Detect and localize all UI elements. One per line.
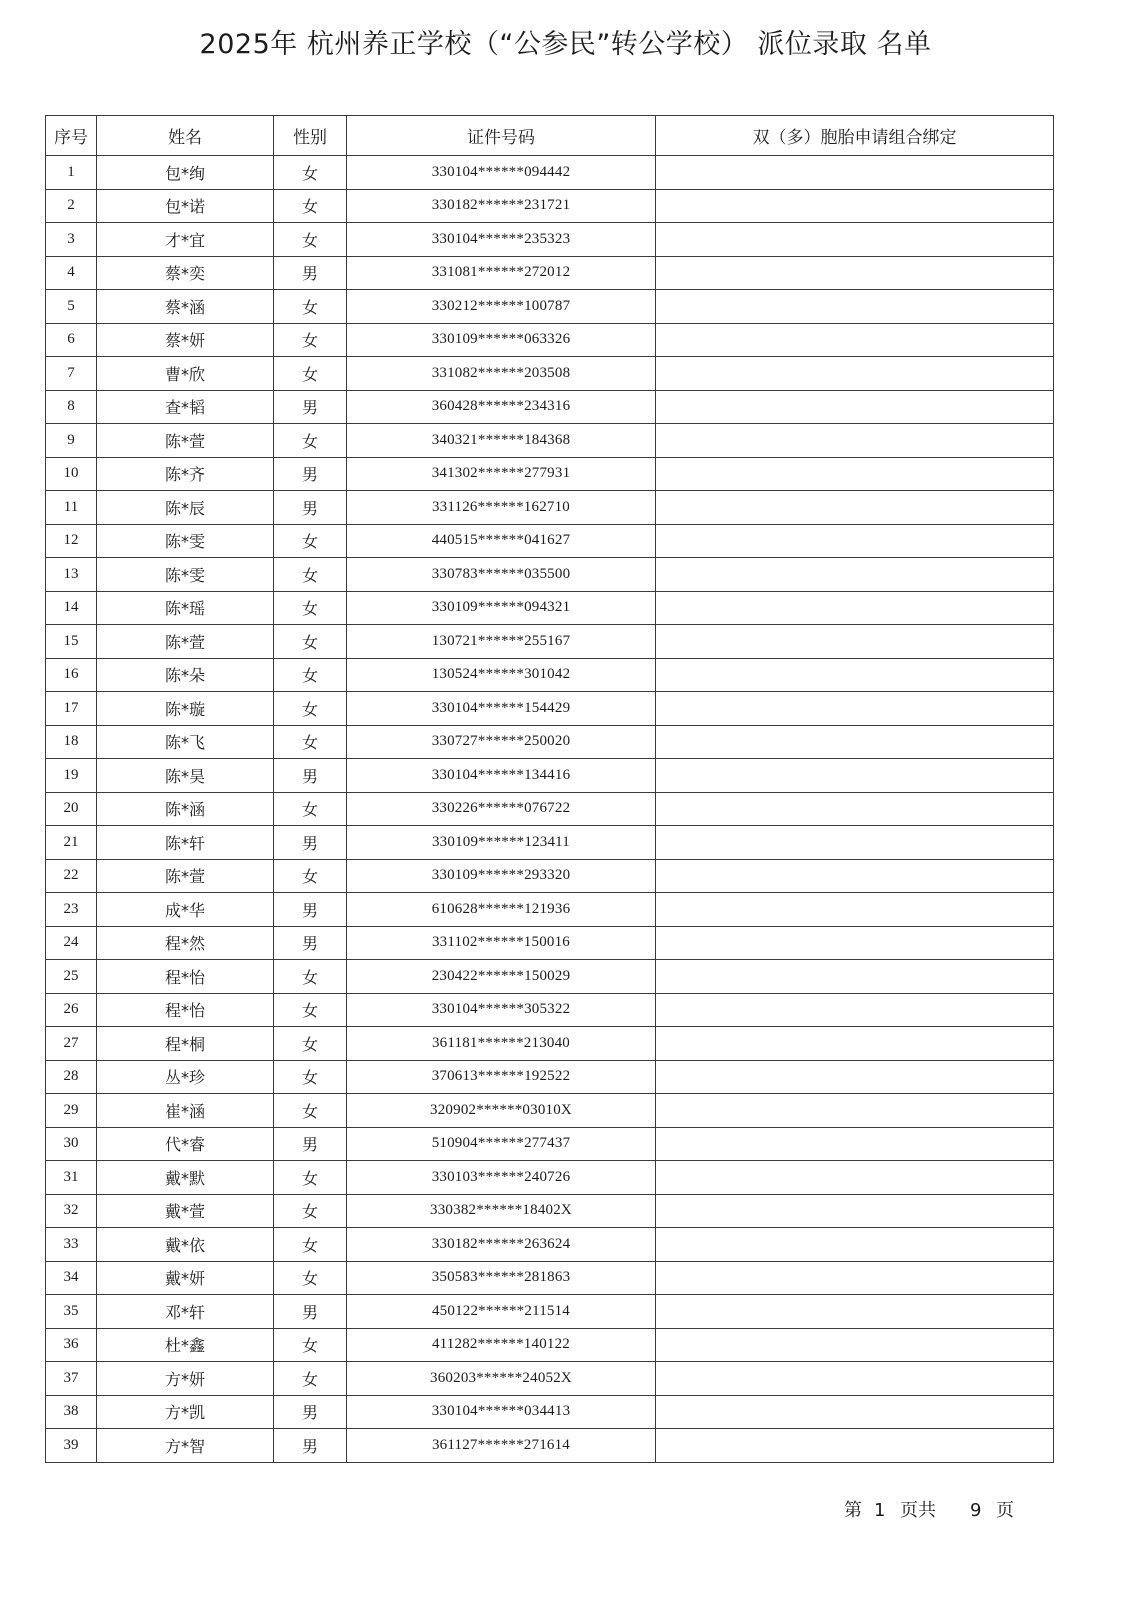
table-row <box>46 625 1054 659</box>
cell-gender: 女 <box>274 323 347 357</box>
cell-name: 蔡*奕 <box>97 256 274 290</box>
cell-twin-binding <box>656 1027 1054 1061</box>
cell-gender: 女 <box>274 1060 347 1094</box>
cell-id-number: 360203******24052X <box>347 1362 656 1396</box>
cell-name: 蔡*妍 <box>97 323 274 357</box>
cell-id-number: 330104******034413 <box>347 1395 656 1429</box>
cell-twin-binding <box>656 591 1054 625</box>
cell-twin-binding <box>656 1261 1054 1295</box>
cell-id-number: 330109******094321 <box>347 591 656 625</box>
cell-name: 陈*涵 <box>97 792 274 826</box>
cell-serial-number: 28 <box>46 1060 97 1094</box>
cell-id-number: 330109******063326 <box>347 323 656 357</box>
cell-name: 陈*萱 <box>97 424 274 458</box>
cell-serial-number: 18 <box>46 725 97 759</box>
cell-serial-number: 15 <box>46 625 97 659</box>
cell-twin-binding <box>656 1228 1054 1262</box>
cell-name: 蔡*涵 <box>97 290 274 324</box>
cell-name: 方*妍 <box>97 1362 274 1396</box>
cell-serial-number: 20 <box>46 792 97 826</box>
cell-name: 陈*萱 <box>97 859 274 893</box>
cell-id-number: 320902******03010X <box>347 1094 656 1128</box>
cell-twin-binding <box>656 792 1054 826</box>
cell-name: 戴*萱 <box>97 1194 274 1228</box>
footer-suffix: 页 <box>996 1500 1014 1521</box>
cell-twin-binding <box>656 993 1054 1027</box>
cell-name: 程*然 <box>97 926 274 960</box>
table-row <box>46 457 1054 491</box>
cell-id-number: 331081******272012 <box>347 256 656 290</box>
table-row <box>46 960 1054 994</box>
cell-name: 杜*鑫 <box>97 1328 274 1362</box>
cell-serial-number: 2 <box>46 189 97 223</box>
cell-gender: 女 <box>274 1228 347 1262</box>
cell-twin-binding <box>656 1094 1054 1128</box>
table-row <box>46 658 1054 692</box>
table-row <box>46 692 1054 726</box>
cell-id-number: 330226******076722 <box>347 792 656 826</box>
cell-twin-binding <box>656 457 1054 491</box>
header-id-number: 证件号码 <box>347 116 656 156</box>
footer-mid: 页共 <box>900 1500 936 1521</box>
cell-twin-binding <box>656 1295 1054 1329</box>
cell-twin-binding <box>656 390 1054 424</box>
cell-gender: 女 <box>274 1328 347 1362</box>
cell-serial-number: 35 <box>46 1295 97 1329</box>
footer-prefix: 第 <box>844 1500 862 1521</box>
cell-twin-binding <box>656 826 1054 860</box>
table-row <box>46 390 1054 424</box>
cell-gender: 男 <box>274 1429 347 1463</box>
cell-name: 戴*妍 <box>97 1261 274 1295</box>
table-row <box>46 1094 1054 1128</box>
cell-serial-number: 11 <box>46 491 97 525</box>
table-row <box>46 1161 1054 1195</box>
cell-gender: 男 <box>274 893 347 927</box>
cell-id-number: 331126******162710 <box>347 491 656 525</box>
admission-table <box>45 115 1054 1463</box>
cell-id-number: 340321******184368 <box>347 424 656 458</box>
cell-twin-binding <box>656 323 1054 357</box>
cell-name: 包*绚 <box>97 156 274 190</box>
cell-id-number: 411282******140122 <box>347 1328 656 1362</box>
table-row <box>46 491 1054 525</box>
cell-name: 陈*瑶 <box>97 591 274 625</box>
cell-gender: 男 <box>274 926 347 960</box>
table-row <box>46 1060 1054 1094</box>
cell-serial-number: 9 <box>46 424 97 458</box>
cell-serial-number: 23 <box>46 893 97 927</box>
cell-serial-number: 3 <box>46 223 97 257</box>
table-row <box>46 826 1054 860</box>
cell-gender: 女 <box>274 960 347 994</box>
table-row <box>46 290 1054 324</box>
cell-gender: 女 <box>274 859 347 893</box>
cell-serial-number: 25 <box>46 960 97 994</box>
table-row <box>46 1429 1054 1463</box>
cell-gender: 女 <box>274 591 347 625</box>
header-gender: 性别 <box>274 116 347 156</box>
cell-serial-number: 16 <box>46 658 97 692</box>
cell-name: 程*怡 <box>97 960 274 994</box>
cell-name: 陈*飞 <box>97 725 274 759</box>
cell-id-number: 330182******263624 <box>347 1228 656 1262</box>
cell-name: 陈*雯 <box>97 558 274 592</box>
cell-id-number: 331102******150016 <box>347 926 656 960</box>
cell-twin-binding <box>656 491 1054 525</box>
table-row <box>46 725 1054 759</box>
cell-twin-binding <box>656 524 1054 558</box>
table-row <box>46 759 1054 793</box>
cell-gender: 女 <box>274 1194 347 1228</box>
cell-twin-binding <box>656 424 1054 458</box>
cell-gender: 女 <box>274 524 347 558</box>
cell-twin-binding <box>656 625 1054 659</box>
table-row <box>46 524 1054 558</box>
cell-gender: 女 <box>274 625 347 659</box>
header-twin-binding: 双（多）胞胎申请组合绑定 <box>656 116 1054 156</box>
cell-id-number: 330212******100787 <box>347 290 656 324</box>
table-row <box>46 1295 1054 1329</box>
table-row <box>46 256 1054 290</box>
cell-name: 戴*依 <box>97 1228 274 1262</box>
cell-serial-number: 4 <box>46 256 97 290</box>
cell-gender: 女 <box>274 424 347 458</box>
cell-gender: 女 <box>274 223 347 257</box>
cell-id-number: 610628******121936 <box>347 893 656 927</box>
cell-name: 程*桐 <box>97 1027 274 1061</box>
cell-twin-binding <box>656 290 1054 324</box>
cell-gender: 男 <box>274 1295 347 1329</box>
cell-id-number: 360428******234316 <box>347 390 656 424</box>
cell-serial-number: 22 <box>46 859 97 893</box>
cell-gender: 女 <box>274 792 347 826</box>
cell-serial-number: 12 <box>46 524 97 558</box>
table-row <box>46 1027 1054 1061</box>
cell-name: 陈*轩 <box>97 826 274 860</box>
cell-name: 戴*默 <box>97 1161 274 1195</box>
cell-serial-number: 29 <box>46 1094 97 1128</box>
table-header <box>46 116 1054 156</box>
cell-serial-number: 1 <box>46 156 97 190</box>
cell-id-number: 330104******235323 <box>347 223 656 257</box>
table-row <box>46 323 1054 357</box>
cell-twin-binding <box>656 1362 1054 1396</box>
cell-gender: 女 <box>274 1362 347 1396</box>
cell-serial-number: 27 <box>46 1027 97 1061</box>
table-row <box>46 189 1054 223</box>
cell-serial-number: 24 <box>46 926 97 960</box>
cell-name: 陈*朵 <box>97 658 274 692</box>
cell-gender: 男 <box>274 826 347 860</box>
cell-gender: 男 <box>274 1395 347 1429</box>
cell-id-number: 350583******281863 <box>347 1261 656 1295</box>
cell-twin-binding <box>656 1161 1054 1195</box>
cell-name: 陈*雯 <box>97 524 274 558</box>
cell-serial-number: 31 <box>46 1161 97 1195</box>
table-row <box>46 1261 1054 1295</box>
cell-twin-binding <box>656 1060 1054 1094</box>
cell-id-number: 510904******277437 <box>347 1127 656 1161</box>
header-row <box>46 116 1054 156</box>
cell-gender: 女 <box>274 357 347 391</box>
table-row <box>46 156 1054 190</box>
cell-name: 成*华 <box>97 893 274 927</box>
cell-gender: 男 <box>274 491 347 525</box>
header-serial-number: 序号 <box>46 116 97 156</box>
cell-twin-binding <box>656 1328 1054 1362</box>
table-row <box>46 893 1054 927</box>
cell-name: 包*诺 <box>97 189 274 223</box>
cell-id-number: 330182******231721 <box>347 189 656 223</box>
cell-id-number: 330382******18402X <box>347 1194 656 1228</box>
cell-name: 才*宜 <box>97 223 274 257</box>
cell-twin-binding <box>656 558 1054 592</box>
table-body <box>46 156 1054 1463</box>
cell-gender: 女 <box>274 558 347 592</box>
table-row <box>46 558 1054 592</box>
cell-gender: 女 <box>274 993 347 1027</box>
table-row <box>46 424 1054 458</box>
cell-id-number: 130524******301042 <box>347 658 656 692</box>
cell-twin-binding <box>656 893 1054 927</box>
cell-gender: 男 <box>274 759 347 793</box>
cell-serial-number: 33 <box>46 1228 97 1262</box>
cell-serial-number: 5 <box>46 290 97 324</box>
cell-name: 邓*轩 <box>97 1295 274 1329</box>
cell-name: 代*睿 <box>97 1127 274 1161</box>
cell-name: 崔*涵 <box>97 1094 274 1128</box>
table-row <box>46 1362 1054 1396</box>
table-row <box>46 859 1054 893</box>
cell-twin-binding <box>656 1429 1054 1463</box>
table-row <box>46 357 1054 391</box>
cell-id-number: 361127******271614 <box>347 1429 656 1463</box>
cell-id-number: 330109******123411 <box>347 826 656 860</box>
cell-twin-binding <box>656 692 1054 726</box>
table-row <box>46 1228 1054 1262</box>
cell-name: 查*韬 <box>97 390 274 424</box>
footer-total-pages: 9 <box>970 1500 982 1521</box>
cell-gender: 女 <box>274 725 347 759</box>
table-row <box>46 1328 1054 1362</box>
cell-serial-number: 19 <box>46 759 97 793</box>
cell-gender: 女 <box>274 156 347 190</box>
cell-twin-binding <box>656 1395 1054 1429</box>
cell-name: 方*智 <box>97 1429 274 1463</box>
cell-serial-number: 17 <box>46 692 97 726</box>
cell-twin-binding <box>656 357 1054 391</box>
cell-gender: 男 <box>274 390 347 424</box>
cell-gender: 女 <box>274 290 347 324</box>
cell-id-number: 361181******213040 <box>347 1027 656 1061</box>
table-row <box>46 1395 1054 1429</box>
cell-gender: 男 <box>274 1127 347 1161</box>
table-row <box>46 591 1054 625</box>
cell-serial-number: 26 <box>46 993 97 1027</box>
cell-twin-binding <box>656 1127 1054 1161</box>
cell-id-number: 330104******154429 <box>347 692 656 726</box>
cell-gender: 男 <box>274 457 347 491</box>
cell-name: 陈*昊 <box>97 759 274 793</box>
cell-name: 曹*欣 <box>97 357 274 391</box>
cell-id-number: 330104******134416 <box>347 759 656 793</box>
header-name: 姓名 <box>97 116 274 156</box>
cell-gender: 女 <box>274 1094 347 1128</box>
cell-twin-binding <box>656 926 1054 960</box>
cell-serial-number: 39 <box>46 1429 97 1463</box>
table-row <box>46 926 1054 960</box>
cell-serial-number: 30 <box>46 1127 97 1161</box>
cell-serial-number: 13 <box>46 558 97 592</box>
cell-name: 陈*辰 <box>97 491 274 525</box>
cell-twin-binding <box>656 960 1054 994</box>
table-row <box>46 1194 1054 1228</box>
cell-twin-binding <box>656 759 1054 793</box>
cell-id-number: 330109******293320 <box>347 859 656 893</box>
cell-twin-binding <box>656 223 1054 257</box>
cell-twin-binding <box>656 1194 1054 1228</box>
cell-serial-number: 37 <box>46 1362 97 1396</box>
cell-twin-binding <box>656 156 1054 190</box>
cell-name: 方*凯 <box>97 1395 274 1429</box>
cell-name: 丛*珍 <box>97 1060 274 1094</box>
cell-serial-number: 7 <box>46 357 97 391</box>
table-row <box>46 1127 1054 1161</box>
cell-serial-number: 38 <box>46 1395 97 1429</box>
cell-name: 程*怡 <box>97 993 274 1027</box>
cell-twin-binding <box>656 859 1054 893</box>
cell-gender: 女 <box>274 1027 347 1061</box>
cell-gender: 女 <box>274 658 347 692</box>
cell-id-number: 330104******305322 <box>347 993 656 1027</box>
cell-id-number: 450122******211514 <box>347 1295 656 1329</box>
cell-id-number: 440515******041627 <box>347 524 656 558</box>
cell-serial-number: 36 <box>46 1328 97 1362</box>
cell-gender: 男 <box>274 256 347 290</box>
cell-name: 陈*齐 <box>97 457 274 491</box>
cell-twin-binding <box>656 658 1054 692</box>
cell-id-number: 330783******035500 <box>347 558 656 592</box>
cell-serial-number: 34 <box>46 1261 97 1295</box>
footer-page-number: 1 <box>874 1500 886 1521</box>
document-title: 2025年 杭州养正学校（“公参民”转公学校） 派位录取 名单 <box>199 29 932 60</box>
cell-gender: 女 <box>274 692 347 726</box>
table-row <box>46 792 1054 826</box>
cell-name: 陈*萱 <box>97 625 274 659</box>
cell-serial-number: 8 <box>46 390 97 424</box>
cell-id-number: 370613******192522 <box>347 1060 656 1094</box>
cell-id-number: 130721******255167 <box>347 625 656 659</box>
cell-gender: 女 <box>274 1261 347 1295</box>
cell-id-number: 341302******277931 <box>347 457 656 491</box>
cell-id-number: 331082******203508 <box>347 357 656 391</box>
cell-twin-binding <box>656 256 1054 290</box>
cell-twin-binding <box>656 725 1054 759</box>
cell-serial-number: 21 <box>46 826 97 860</box>
cell-serial-number: 10 <box>46 457 97 491</box>
cell-serial-number: 32 <box>46 1194 97 1228</box>
cell-serial-number: 14 <box>46 591 97 625</box>
cell-gender: 女 <box>274 1161 347 1195</box>
cell-id-number: 330727******250020 <box>347 725 656 759</box>
table-row <box>46 993 1054 1027</box>
cell-twin-binding <box>656 189 1054 223</box>
cell-serial-number: 6 <box>46 323 97 357</box>
cell-id-number: 330103******240726 <box>347 1161 656 1195</box>
cell-name: 陈*璇 <box>97 692 274 726</box>
table-row <box>46 223 1054 257</box>
cell-gender: 女 <box>274 189 347 223</box>
cell-id-number: 330104******094442 <box>347 156 656 190</box>
cell-id-number: 230422******150029 <box>347 960 656 994</box>
